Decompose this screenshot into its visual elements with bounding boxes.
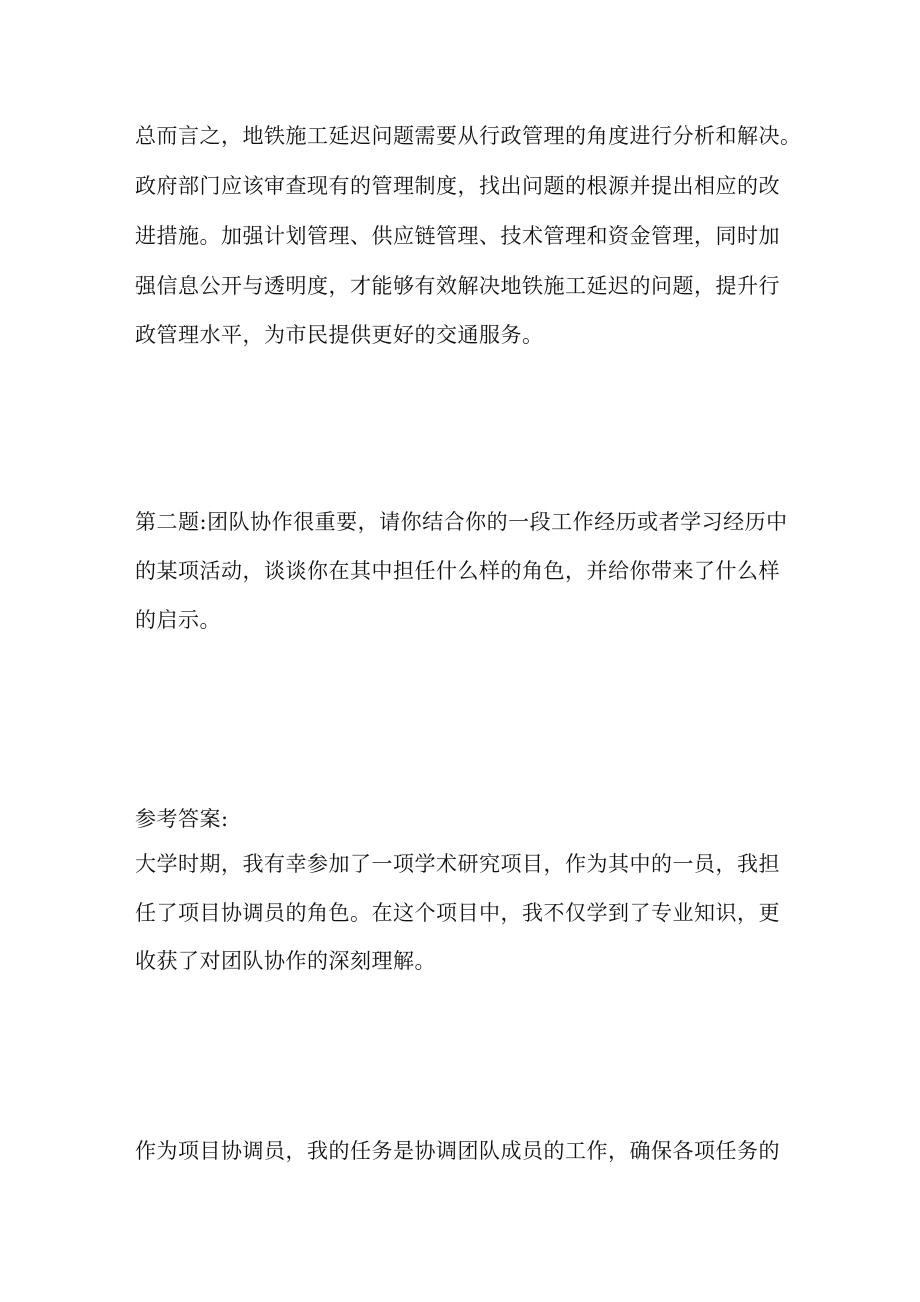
reference-answer-label: 参考答案: bbox=[135, 807, 229, 831]
conclusion-line: 总而言之，地铁施工延迟问题需要从行政管理的角度进行分析和解决。 bbox=[135, 124, 802, 148]
conclusion-line: 政管理水平，为市民提供更好的交通服务。 bbox=[135, 323, 544, 347]
conclusion-line: 进措施。加强计划管理、供应链管理、技术管理和资金管理，同时加 bbox=[135, 224, 780, 248]
answer-paragraph-line: 收获了对团队协作的深刻理解。 bbox=[135, 949, 436, 973]
answer-paragraph-line: 任了项目协调员的角色。在这个项目中，我不仅学到了专业知识，更 bbox=[135, 901, 780, 925]
question-two-line: 的某项活动，谈谈你在其中担任什么样的角色，并给你带来了什么样 bbox=[135, 559, 780, 583]
conclusion-line: 强信息公开与透明度，才能够有效解决地铁施工延迟的问题，提升行 bbox=[135, 274, 780, 298]
question-two-line: 第二题:团队协作很重要，请你结合你的一段工作经历或者学习经历中 bbox=[135, 510, 788, 534]
conclusion-line: 政府部门应该审查现有的管理制度，找出问题的根源并提出相应的改 bbox=[135, 174, 780, 198]
question-two-line: 的启示。 bbox=[135, 608, 221, 632]
answer-paragraph-line: 大学时期，我有幸参加了一项学术研究项目，作为其中的一员，我担 bbox=[135, 852, 780, 876]
answer-paragraph-line: 作为项目协调员，我的任务是协调团队成员的工作，确保各项任务的 bbox=[135, 1139, 780, 1163]
